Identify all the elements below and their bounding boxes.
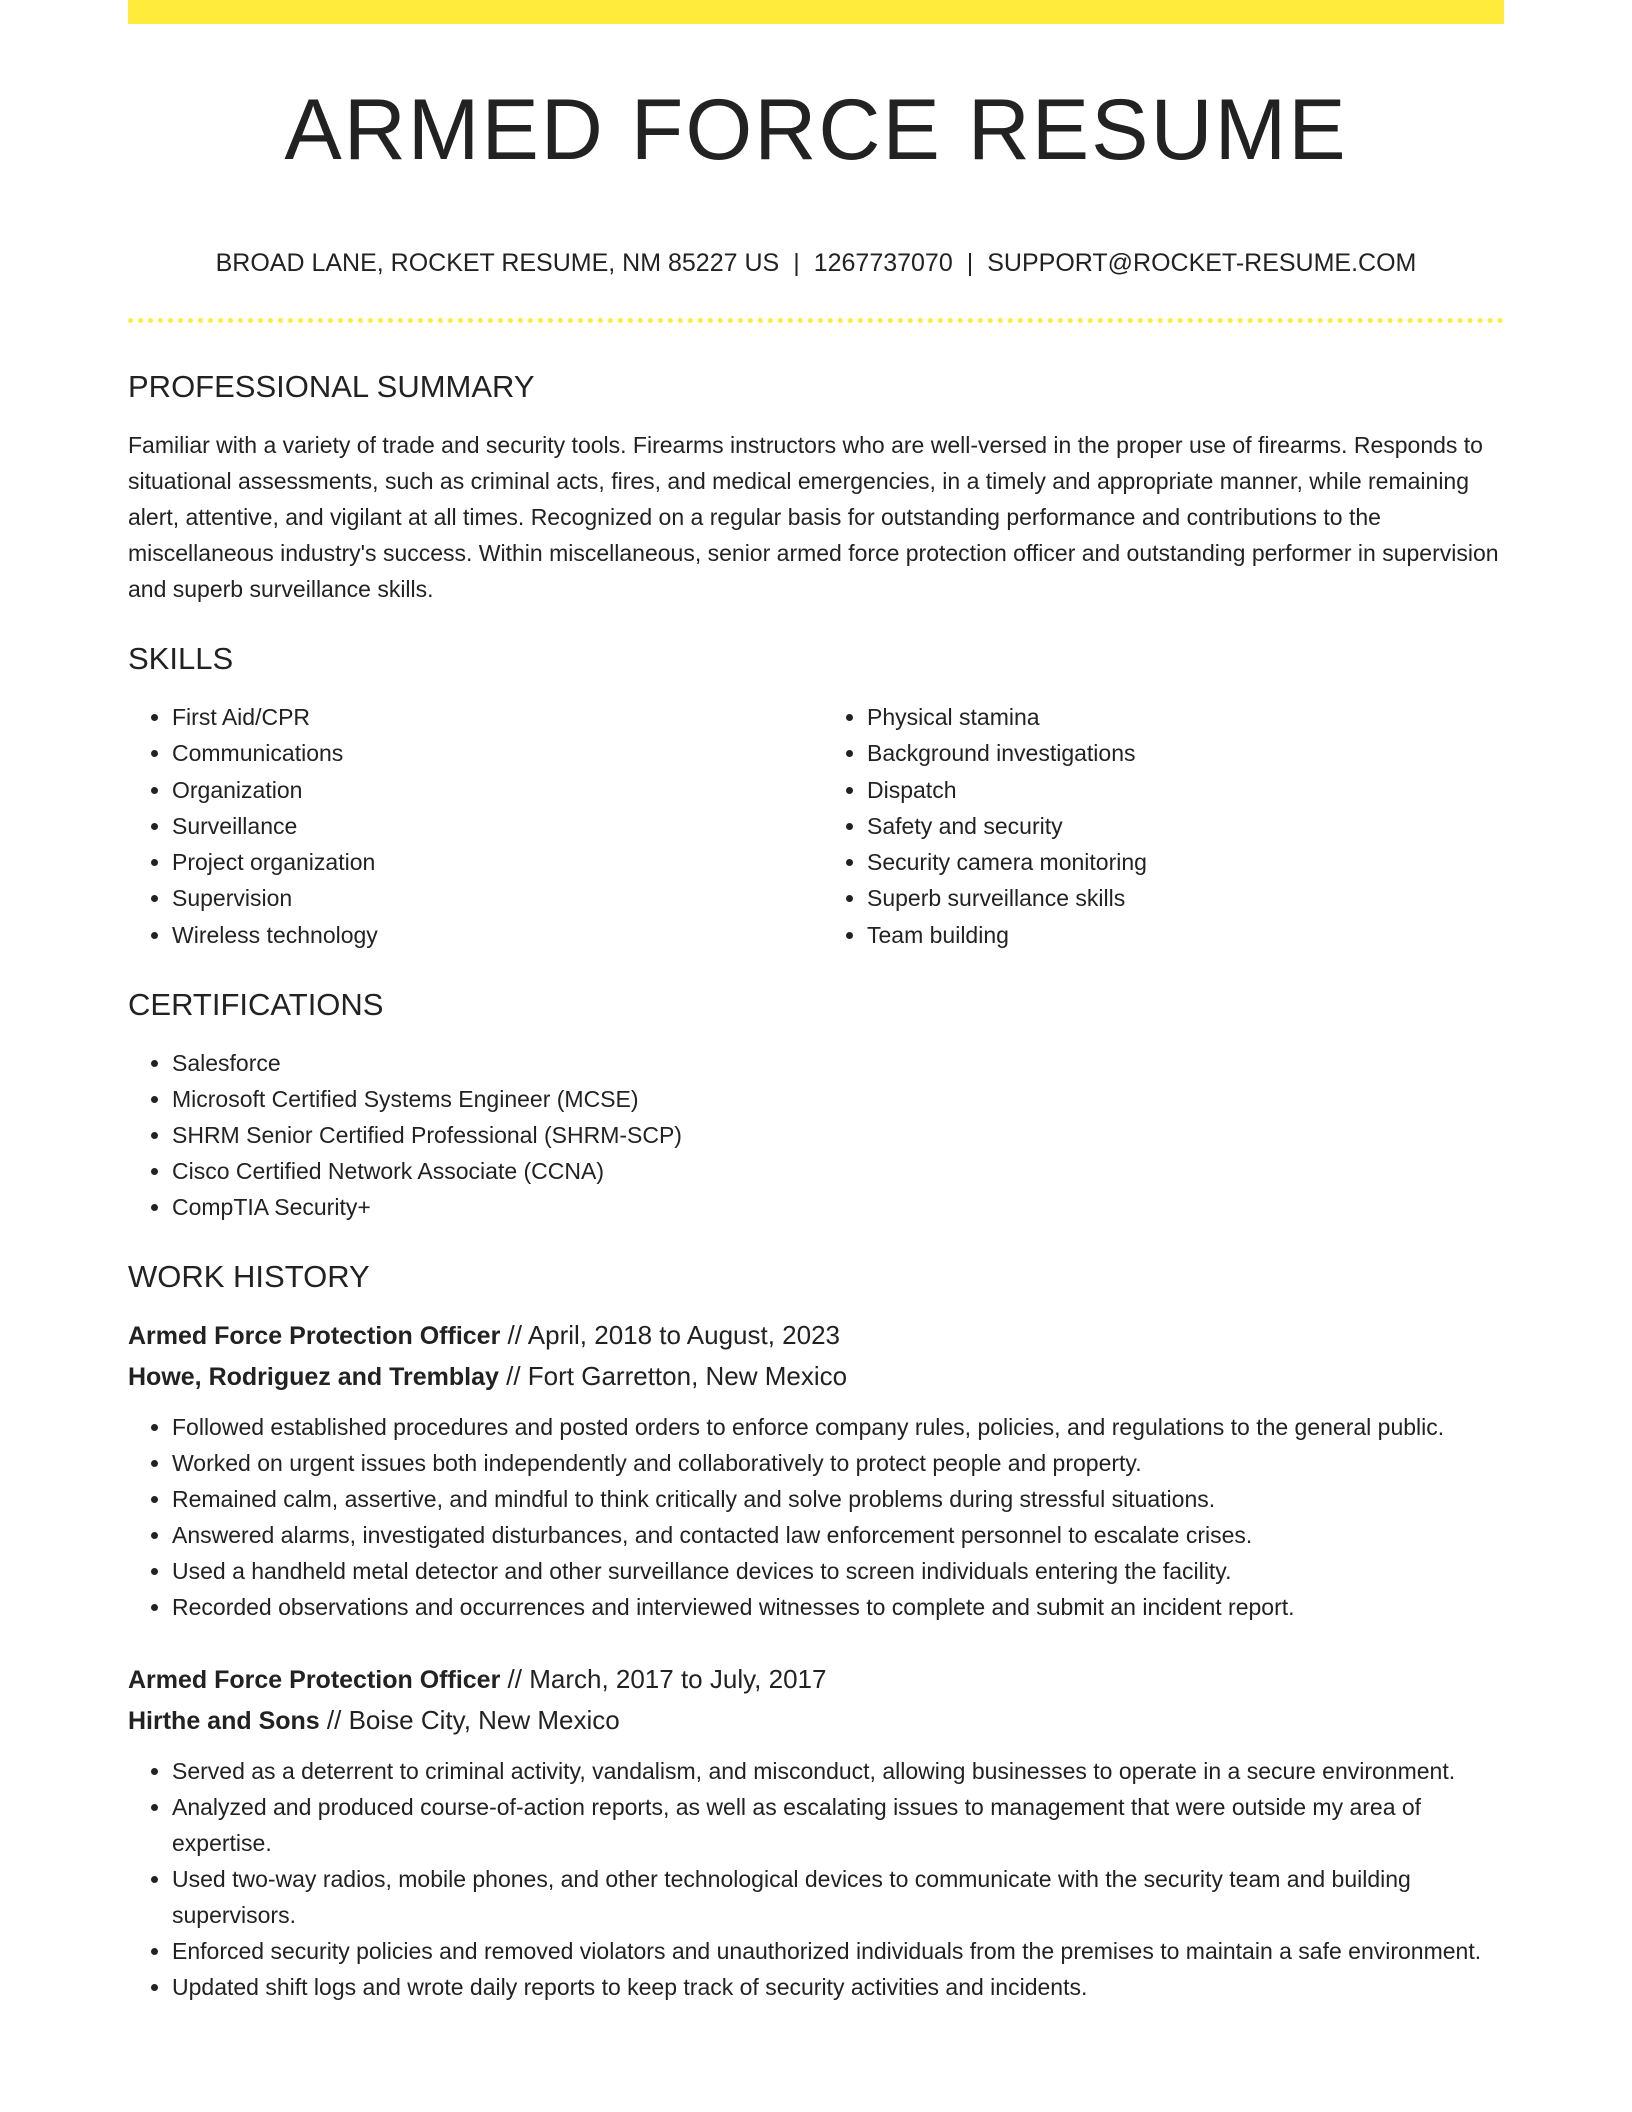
work-history-section xyxy=(128,1257,1504,2005)
skills-list-left xyxy=(128,699,816,953)
skill-item: • Safety and security xyxy=(867,808,1504,844)
contact-email: SUPPORT@ROCKET-RESUME.COM xyxy=(987,249,1417,277)
dotted-divider xyxy=(128,318,1504,323)
certification-item: • CompTIA Security+ xyxy=(172,1189,1504,1225)
skills-grid xyxy=(128,699,1504,953)
certification-item: • Cisco Certified Network Associate (CCNA) xyxy=(172,1153,1504,1189)
certifications-heading: CERTIFICATIONS xyxy=(128,987,384,1023)
skill-item: • Background investigations xyxy=(867,735,1504,771)
job-company: Howe, Rodriguez and Tremblay xyxy=(128,1363,499,1392)
summary-text: Familiar with a variety of trade and security tools. Firearms instructors who are well-versed in the proper use of firearms. Responds to situational assessments, such as criminal acts, fires, and medical emergencies, in a timely and appropriate manner, while remaining alert, attentive, and vigilant at all times. Recognized on a regular basis for outstanding performance and contributions to the miscellaneous industry's success. Within miscellaneous, senior armed force protection officer and outstanding performer in supervision and superb surveillance skills. xyxy=(128,432,1499,602)
job-bullets xyxy=(128,1409,1504,1625)
skill-item: • Superb surveillance skills xyxy=(867,880,1504,916)
summary-heading: PROFESSIONAL SUMMARY xyxy=(128,369,535,404)
summary-section xyxy=(128,367,1504,607)
job-bullet: • Remained calm, assertive, and mindful to think critically and solve problems during stressful situations. xyxy=(172,1481,1504,1517)
contact-line xyxy=(128,246,1504,280)
job-bullet: • Worked on urgent issues both independently and collaboratively to protect people and property. xyxy=(172,1445,1504,1481)
skill-item: • Project organization xyxy=(172,844,816,880)
contact-address: BROAD LANE, ROCKET RESUME, NM 85227 US xyxy=(215,249,780,277)
job-bullet: • Answered alarms, investigated disturbances, and contacted law enforcement personnel to escalate crises. xyxy=(172,1517,1504,1553)
contact-phone: 1267737070 xyxy=(813,249,953,277)
job-bullet: • Used two-way radios, mobile phones, and other technological devices to communicate with the security team and building supervisors. xyxy=(172,1861,1504,1933)
job-entry xyxy=(128,1659,1504,2005)
skill-item: • Surveillance xyxy=(172,808,816,844)
job-bullet: • Updated shift logs and wrote daily reports to keep track of security activities and incidents. xyxy=(172,1969,1504,2005)
job-title-line xyxy=(128,1659,1504,1700)
job-bullet: • Followed established procedures and posted orders to enforce company rules, policies, and regulations to the general public. xyxy=(172,1409,1504,1445)
skill-item: • Supervision xyxy=(172,880,816,916)
skill-item: • Physical stamina xyxy=(867,699,1504,735)
job-bullet: • Used a handheld metal detector and other surveillance devices to screen individuals entering the facility. xyxy=(172,1553,1504,1589)
job-bullet: • Analyzed and produced course-of-action reports, as well as escalating issues to management that were outside my area of expertise. xyxy=(172,1789,1504,1861)
job-title: Armed Force Protection Officer xyxy=(128,1666,501,1695)
certification-item: • SHRM Senior Certified Professional (SHRM-SCP) xyxy=(172,1117,1504,1153)
certification-item: • Microsoft Certified Systems Engineer (MCSE) xyxy=(172,1081,1504,1117)
job-title: Armed Force Protection Officer xyxy=(128,1322,501,1351)
skill-item: • Security camera monitoring xyxy=(867,844,1504,880)
job-location: // Fort Garretton, New Mexico xyxy=(498,1361,848,1392)
job-bullets xyxy=(128,1753,1504,2005)
job-company: Hirthe and Sons xyxy=(128,1707,320,1736)
job-entry xyxy=(128,1315,1504,1625)
resume-name: ARMED FORCE RESUME xyxy=(284,82,1348,178)
skill-item: • Wireless technology xyxy=(172,917,816,953)
job-company-line xyxy=(128,1356,1504,1397)
skill-item: • First Aid/CPR xyxy=(172,699,816,735)
certifications-section xyxy=(128,985,1504,1225)
certification-item: • Salesforce xyxy=(172,1045,1504,1081)
skills-list-right xyxy=(816,699,1504,953)
job-title-line xyxy=(128,1315,1504,1356)
skill-item: • Communications xyxy=(172,735,816,771)
contact-separator: | xyxy=(793,249,800,277)
contact-separator: | xyxy=(966,249,974,277)
job-bullet: • Enforced security policies and removed violators and unauthorized individuals from the premises to maintain a safe environment. xyxy=(172,1933,1504,1969)
job-bullet: • Served as a deterrent to criminal activity, vandalism, and misconduct, allowing businesses to operate in a secure environment. xyxy=(172,1753,1504,1789)
skills-section xyxy=(128,639,1504,953)
job-company-line xyxy=(128,1700,1504,1741)
skills-heading: SKILLS xyxy=(128,641,234,676)
skill-item: • Team building xyxy=(867,917,1504,953)
certifications-list xyxy=(128,1045,1504,1225)
work-history-heading: WORK HISTORY xyxy=(128,1259,370,1295)
job-location: // Boise City, New Mexico xyxy=(319,1705,620,1736)
job-dates: // April, 2018 to August, 2023 xyxy=(500,1320,841,1351)
job-dates: // March, 2017 to July, 2017 xyxy=(500,1664,827,1695)
job-bullet: • Recorded observations and occurrences and interviewed witnesses to complete and submit an incident report. xyxy=(172,1589,1504,1625)
resume-content xyxy=(128,0,1504,2005)
skill-item: • Dispatch xyxy=(867,772,1504,808)
skill-item: • Organization xyxy=(172,772,816,808)
